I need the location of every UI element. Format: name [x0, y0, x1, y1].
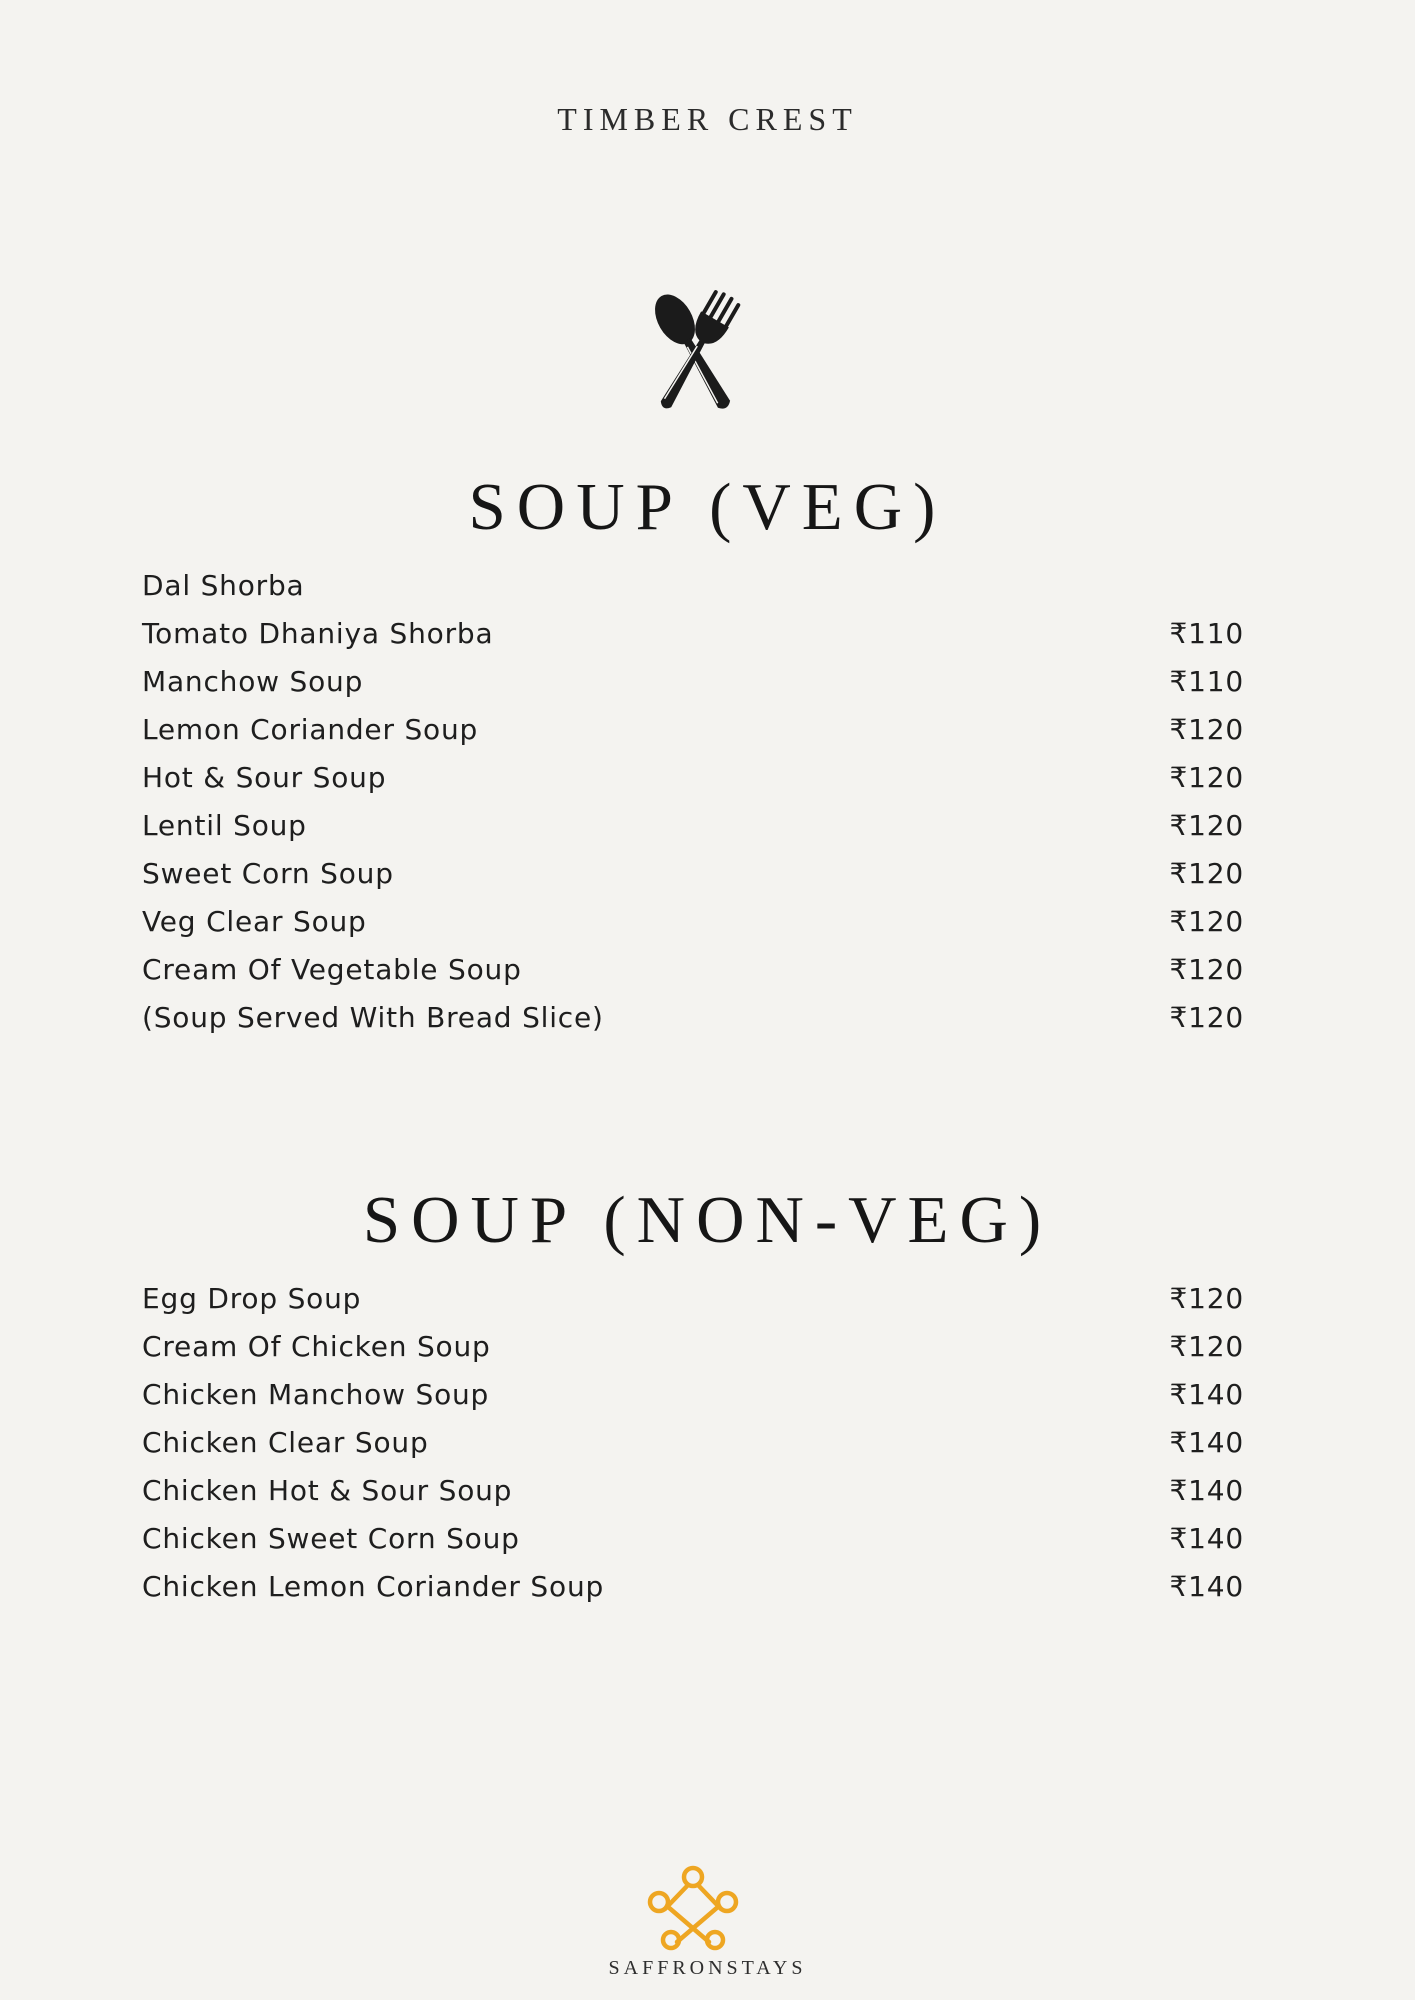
menu-item — [142, 1322, 1244, 1370]
item-price: ₹140 — [1169, 1377, 1244, 1411]
item-name: Lentil Soup — [142, 808, 307, 842]
item-price: ₹120 — [1169, 1329, 1244, 1363]
menu-item — [142, 753, 1244, 801]
menu-item — [142, 561, 1244, 609]
menu-item — [142, 1418, 1244, 1466]
item-price: ₹140 — [1169, 1521, 1244, 1555]
menu-item — [142, 705, 1244, 753]
menu-item — [142, 657, 1244, 705]
item-name: (Soup Served With Bread Slice) — [142, 1000, 604, 1034]
item-name: Dal Shorba — [142, 568, 305, 602]
menu-item — [142, 609, 1244, 657]
item-price: ₹120 — [1169, 952, 1244, 986]
item-price: ₹140 — [1169, 1569, 1244, 1603]
item-name: Manchow Soup — [142, 664, 364, 698]
section-title-veg: SOUP (VEG) — [468, 470, 947, 544]
brand-title: TIMBER CREST — [557, 101, 858, 137]
footer-brand: SAFFRONSTAYS — [608, 1957, 807, 1979]
item-price: ₹120 — [1169, 856, 1244, 890]
item-price: ₹140 — [1169, 1425, 1244, 1459]
spoon-fork-icon — [622, 284, 768, 424]
item-name: Lemon Coriander Soup — [142, 712, 479, 746]
menu-item — [142, 849, 1244, 897]
saffronstays-logo-icon — [645, 1862, 741, 1954]
item-price: ₹140 — [1169, 1473, 1244, 1507]
item-name: Chicken Clear Soup — [142, 1425, 429, 1459]
menu-item — [142, 1466, 1244, 1514]
menu-item — [142, 1274, 1244, 1322]
item-name: Chicken Manchow Soup — [142, 1377, 490, 1411]
section-title-nonveg: SOUP (NON-VEG) — [362, 1183, 1053, 1257]
item-name: Egg Drop Soup — [142, 1281, 362, 1315]
item-name: Hot & Sour Soup — [142, 760, 387, 794]
item-price: ₹120 — [1169, 904, 1244, 938]
menu-item — [142, 801, 1244, 849]
menu-list-nonveg — [142, 1274, 1244, 1610]
item-name: Chicken Lemon Coriander Soup — [142, 1569, 605, 1603]
item-price: ₹120 — [1169, 1000, 1244, 1034]
item-name: Cream Of Vegetable Soup — [142, 952, 522, 986]
item-price: ₹120 — [1169, 760, 1244, 794]
item-name: Chicken Sweet Corn Soup — [142, 1521, 520, 1555]
item-name: Cream Of Chicken Soup — [142, 1329, 491, 1363]
menu-item — [142, 945, 1244, 993]
item-name: Tomato Dhaniya Shorba — [142, 616, 494, 650]
item-price: ₹110 — [1169, 616, 1244, 650]
menu-item — [142, 1514, 1244, 1562]
item-price: ₹120 — [1169, 1281, 1244, 1315]
menu-item — [142, 1562, 1244, 1610]
item-name: Chicken Hot & Sour Soup — [142, 1473, 513, 1507]
item-name: Sweet Corn Soup — [142, 856, 394, 890]
menu-item — [142, 897, 1244, 945]
item-name: Veg Clear Soup — [142, 904, 367, 938]
item-price: ₹110 — [1169, 664, 1244, 698]
menu-item — [142, 1370, 1244, 1418]
menu-list-veg — [142, 561, 1244, 1041]
menu-item — [142, 993, 1244, 1041]
item-price: ₹120 — [1169, 712, 1244, 746]
item-price: ₹120 — [1169, 808, 1244, 842]
